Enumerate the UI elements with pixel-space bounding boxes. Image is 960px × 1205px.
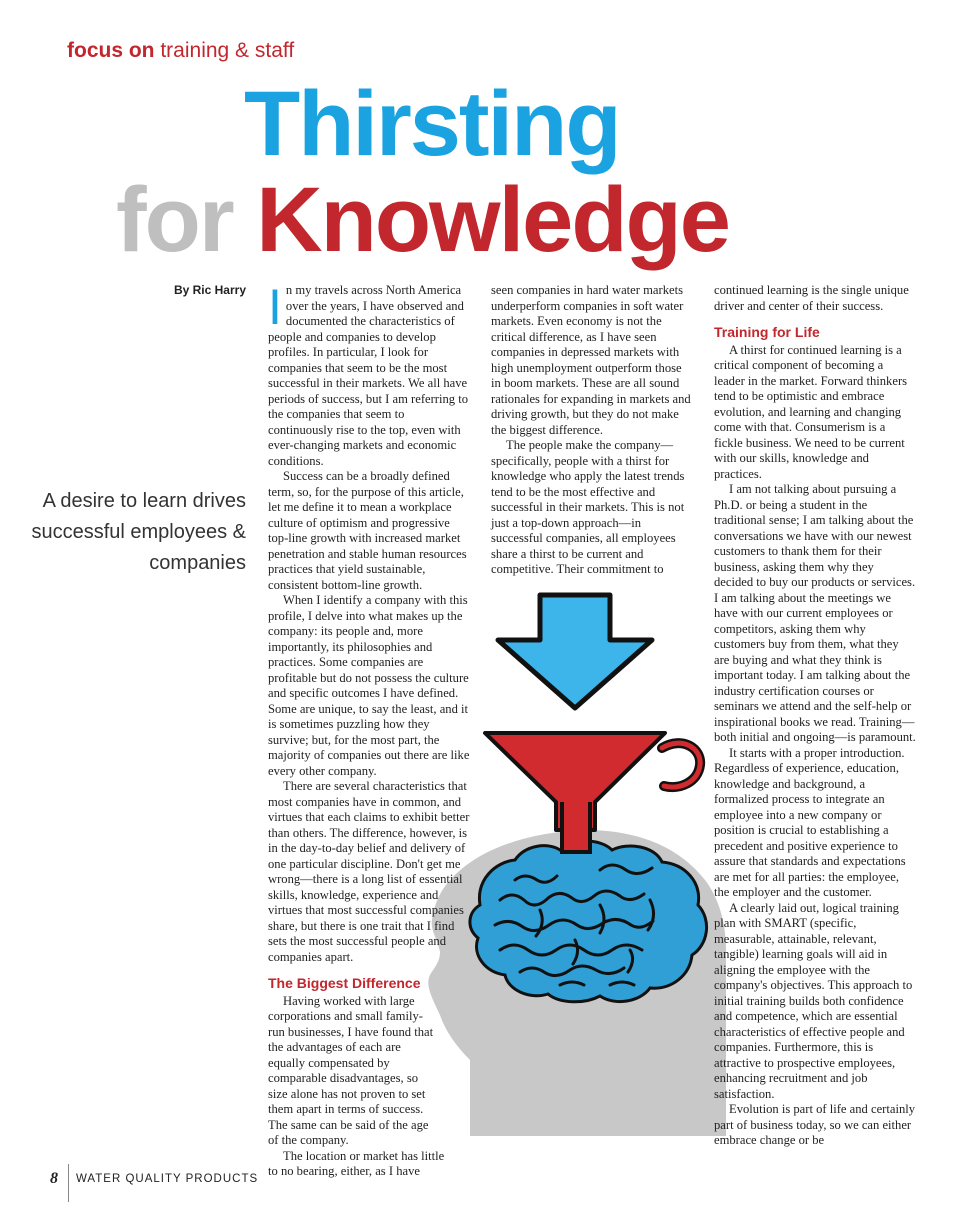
page-number: 8 (50, 1170, 58, 1187)
paragraph: In my travels across North America over the years, I have observed and documented the characteristics of people and companies to develop profiles. In particular, I look for companies that seem to be the most successful in their markets. We all have periods of success, but I am referring to the companies that seem to continuously rise to the top, even with ever-changing markets and economic conditions. (268, 279, 469, 468)
paragraph: A clearly laid out, logical training plan with SMART (specific, measurable, attainable, relevant, tangible) learning goals will aid in aligning the employee with the company's objectives. This approach to initial training builds both confidence and competence, which are essential characteristics of effective people and companies. Furthermore, this is attractive to prospective employees, enhancing recruitment and job satisfaction. (714, 900, 913, 1101)
publication-name: WATER QUALITY PRODUCTS (76, 1173, 259, 1185)
paragraph: It starts with a proper introduction. Regardless of experience, education, knowledge and background, a formalized process to integrate an employee into a new company or position is crucial to establishing a precedent and positive experience to assure that standards and expectations are met for all parties: the employee, the employer and the customer. (714, 745, 906, 899)
brain-icon (470, 841, 707, 1002)
section-tag-rest: training & staff (160, 39, 295, 62)
paragraph: continued learning is the single unique driver and center of their success. (714, 283, 909, 313)
paragraph: seen companies in hard water markets underperform companies in soft water markets. Even economy is not the critical difference, as I have seen companies in depressed markets with high unemployment outperform those in boom markets. These are all sound rationales for expanding in markets and driving growth, but they do not make the biggest difference. (491, 283, 691, 437)
headline-knowledge: Knowledge (256, 169, 729, 271)
illustration (426, 566, 726, 1136)
paragraph: Having worked with large corporations and small family-run businesses, I have found that the advantages of each are equally compensated by comparable disadvantages, so size alone has not proven to set them apart in terms of success. The same can be said of the age of the company. (268, 993, 434, 1147)
deck: A desire to learn drives successful employees & companies (31, 490, 246, 574)
article-column-3 (714, 283, 916, 1149)
paragraph: Evolution is part of life and certainly part of business today, so we can either embrace change or be (714, 1102, 916, 1147)
paragraph: I am not talking about pursuing a Ph.D. or being a student in the traditional sense; I am talking about the conversations we have with our newest customers to thank them for their business, asking them why they decided to buy our products or services. I am talking about the meetings we have with our current employees or competitors, asking them why customers buy from them, what they are buying and what they think is important today. I am talking about the industry certification courses or seminars we attend and the self-help or inspirational books we read. Training—both initial and ongoing—is paramount. (714, 482, 916, 744)
section-tag (67, 39, 294, 63)
headline-for: for (116, 169, 233, 271)
paragraph: Success can be a broadly defined term, so, for the purpose of this article, let me define it to mean a workplace culture of optimism and progressive top-line growth with increased market penetration and stable human resources practices that yield sustainable, consistent bottom-line growth. (268, 469, 467, 592)
headline-line1: Thirsting (244, 73, 620, 175)
paragraph: There are several characteristics that most companies have in common, and virtues that each claims to exhibit better than others. The difference, however, is in the day-to-day belief and delivery of one particular discipline. Don't get me wrong—there is a long list of essential skills, knowledge, experience and virtues that most successful companies share, but there is one trait that I find sets the most successful people and companies apart. (268, 779, 470, 964)
byline: By Ric Harry (173, 283, 246, 297)
drop-cap: I (268, 279, 282, 335)
headline-line2 (116, 169, 729, 271)
paragraph: A thirst for continued learning is a critical component of becoming a leader in the market. Forward thinkers tend to be optimistic and embrace evolution, and learning and changing come with that. Consumerism is a fickle business. We need to be current with our skills, knowledge and practices. (714, 342, 908, 481)
paragraph: When I identify a company with this profile, I delve into what makes up the company: its people and, more importantly, its philosophies and practices. Some companies are profitable but do not possess the culture and specific outcomes I have defined. Some are unique, to say the least, and it is sometimes puzzling how they survive; but, for the most part, the majority of companies out there are like every other company. (268, 593, 470, 778)
subhead-biggest-difference: The Biggest Difference (268, 975, 421, 991)
paragraph: The location or market has little to no bearing, either, as I have (268, 1148, 445, 1178)
footer-divider (68, 1164, 69, 1202)
paragraph: The people make the company—specifically, people with a thirst for knowledge who apply the latest trends tend to be the most effective and successful in their markets. This is not just a top-down approach—in successful companies, all employees share a thirst to be current and competitive. Their commitment to (491, 438, 685, 576)
article-column-2 (491, 283, 691, 578)
down-arrow-icon (498, 595, 652, 708)
section-tag-bold: focus on (67, 39, 155, 62)
subhead-training-for-life: Training for Life (714, 324, 820, 340)
article-column-1 (268, 279, 470, 1180)
